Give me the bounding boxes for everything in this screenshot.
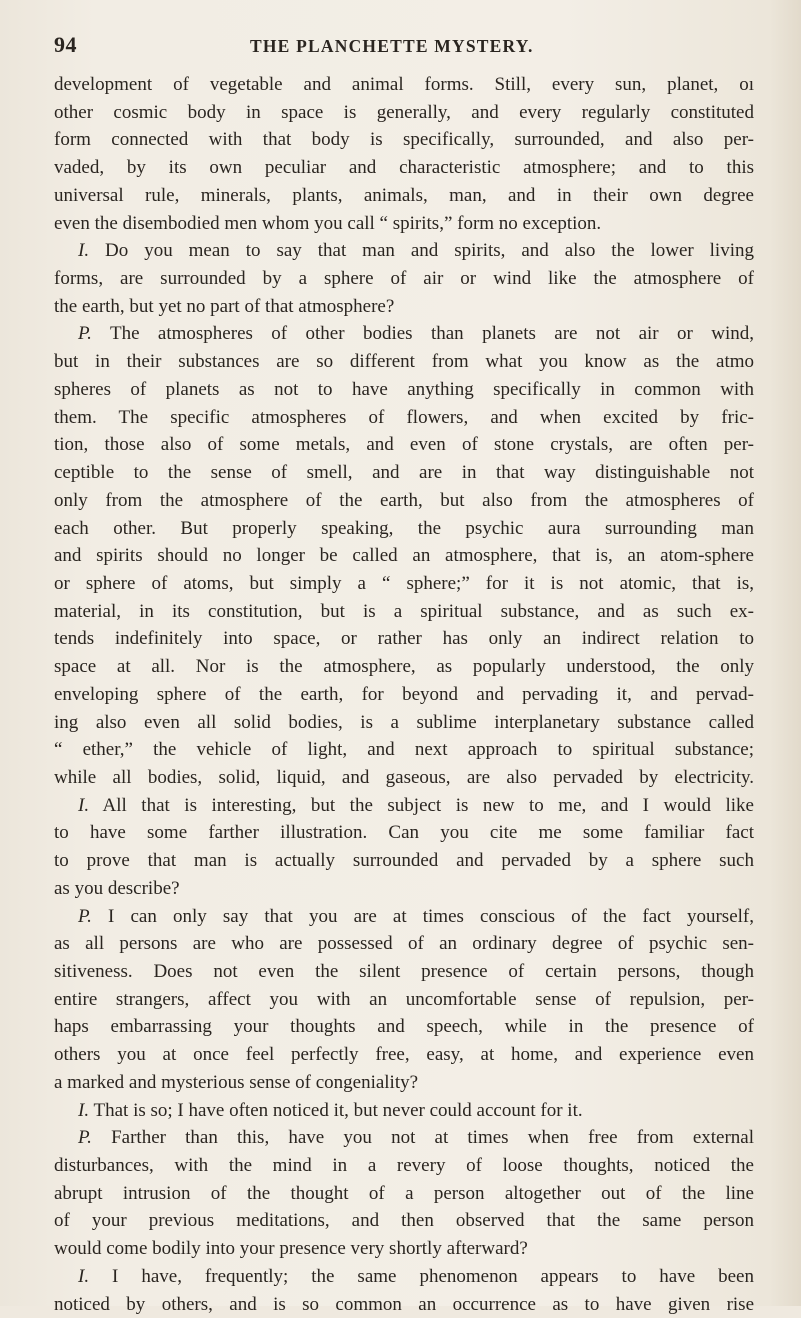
page-number: 94 <box>54 32 77 57</box>
speaker-label: P. <box>78 323 92 345</box>
text-line <box>54 1041 754 1069</box>
text-line <box>54 1124 754 1152</box>
text-line <box>54 819 754 847</box>
line-text: Do you mean to say that man and spirits, and also the lower living <box>105 240 754 262</box>
line-text: tends indefinitely into space, or rather has only an indirect relation to <box>54 628 754 650</box>
text-line <box>54 99 754 127</box>
line-text: space at all. Nor is the atmosphere, as popularly understood, the only <box>54 656 754 678</box>
line-text: Farther than this, have you not at times when free from external <box>111 1127 754 1149</box>
speaker-label: P. <box>78 1127 92 1149</box>
text-line <box>54 182 754 210</box>
text-line <box>54 986 754 1014</box>
line-text: All that is interesting, but the subject is new to me, and I would like <box>102 794 754 816</box>
text-line <box>54 404 754 432</box>
line-text: ceptible to the sense of smell, and are in that way distinguishable not <box>54 462 754 484</box>
text-line <box>54 1013 754 1041</box>
text-line <box>54 709 754 737</box>
line-text: material, in its constitution, but is a spiritual substance, and as such ex- <box>54 600 754 622</box>
page-header <box>54 30 754 60</box>
body-text <box>54 71 754 1318</box>
text-line <box>54 293 754 321</box>
text-line <box>54 348 754 376</box>
line-text: universal rule, minerals, plants, animals, man, and in their own degree <box>54 184 754 206</box>
line-text: forms, are surrounded by a sphere of air or wind like the atmosphere of <box>54 268 754 290</box>
line-text: a marked and mysterious sense of congeniality? <box>54 1071 419 1093</box>
line-text: of your previous meditations, and then observed that the same person <box>54 1210 754 1232</box>
speaker-label: I. <box>78 240 90 262</box>
line-text: them. The specific atmospheres of flowers, and when excited by fric- <box>54 406 754 428</box>
line-text: disturbances, with the mind in a revery of loose thoughts, noticed the <box>54 1155 754 1177</box>
text-line <box>54 542 754 570</box>
text-line <box>54 431 754 459</box>
text-line <box>54 1291 754 1318</box>
text-line <box>54 1069 754 1097</box>
line-text: I have, frequently; the same phenomenon appears to have been <box>112 1265 754 1287</box>
text-line <box>54 570 754 598</box>
speaker-label: I. <box>78 794 90 816</box>
text-line <box>54 653 754 681</box>
text-line <box>54 1207 754 1235</box>
line-text: other cosmic body in space is generally, and every regularly constituted <box>54 101 754 123</box>
line-text: I can only say that you are at times conscious of the fact yourself, <box>108 905 754 927</box>
line-text: tion, those also of some metals, and even of stone crystals, are often per- <box>54 434 754 456</box>
line-text: as all persons are who are possessed of an ordinary degree of psychic sen- <box>54 933 754 955</box>
line-text: noticed by others, and is so common an occurrence as to have given rise <box>54 1293 754 1315</box>
text-line <box>54 1152 754 1180</box>
line-text: each other. But properly speaking, the psychic aura surrounding man <box>54 517 754 539</box>
line-text: development of vegetable and animal forms. Still, every sun, planet, oı <box>54 74 754 95</box>
line-text: even the disembodied men whom you call “ spirits,” form no exception. <box>54 212 602 234</box>
text-line <box>54 126 754 154</box>
line-text: entire strangers, affect you with an uncomfortable sense of repulsion, per- <box>54 988 754 1010</box>
text-line <box>54 320 754 348</box>
text-line <box>54 154 754 182</box>
line-text: That is so; I have often noticed it, but never could account for it. <box>93 1099 583 1121</box>
line-text: abrupt intrusion of the thought of a person altogether out of the line <box>54 1182 754 1204</box>
line-text: ing also even all solid bodies, is a sublime interplanetary substance called <box>54 711 754 733</box>
line-text: vaded, by its own peculiar and characteristic atmosphere; and to this <box>54 157 754 179</box>
text-line <box>54 875 754 903</box>
text-line <box>54 958 754 986</box>
line-text: enveloping sphere of the earth, for beyond and pervading it, and pervad- <box>54 683 754 705</box>
speaker-label: I. <box>78 1099 90 1121</box>
text-line <box>54 459 754 487</box>
line-text: sitiveness. Does not even the silent presence of certain persons, though <box>54 961 754 982</box>
text-line <box>54 265 754 293</box>
line-text: The atmospheres of other bodies than planets are not air or wind, <box>109 323 754 345</box>
text-line <box>54 681 754 709</box>
text-line <box>54 1097 754 1125</box>
speaker-label: P. <box>78 905 92 927</box>
speaker-label: I. <box>78 1265 90 1287</box>
line-text: form connected with that body is specifically, surrounded, and also per- <box>54 129 754 151</box>
text-line <box>54 930 754 958</box>
line-text: as you describe? <box>54 877 180 899</box>
text-line <box>54 515 754 543</box>
text-line <box>54 736 754 764</box>
line-text: others you at once feel perfectly free, easy, at home, and experience even <box>54 1044 754 1066</box>
line-text: “ ether,” the vehicle of light, and next approach to spiritual substance; <box>54 739 754 761</box>
line-text: while all bodies, solid, liquid, and gaseous, are also pervaded by electricity. <box>54 766 754 788</box>
text-line <box>54 487 754 515</box>
text-line <box>54 903 754 931</box>
line-text: or sphere of atoms, but simply a “ sphere;” for it is not atomic, that is, <box>54 572 754 594</box>
line-text: haps embarrassing your thoughts and speech, while in the presence of <box>54 1016 754 1038</box>
line-text: to prove that man is actually surrounded and pervaded by a sphere such <box>54 850 754 872</box>
line-text: would come bodily into your presence very shortly afterward? <box>54 1238 528 1260</box>
line-text: spheres of planets as not to have anything specifically in common with <box>54 378 754 400</box>
text-line <box>54 764 754 792</box>
text-line <box>54 1180 754 1208</box>
line-text: and spirits should no longer be called an atmosphere, that is, an atom-sphere <box>54 545 754 567</box>
text-line <box>54 237 754 265</box>
text-line <box>54 1263 754 1291</box>
running-title: THE PLANCHETTE MYSTERY. <box>250 36 534 56</box>
text-line <box>54 210 754 238</box>
text-line <box>54 376 754 404</box>
text-line <box>54 598 754 626</box>
text-line <box>54 1235 754 1263</box>
line-text: but in their substances are so different from what you know as the atmo <box>54 351 754 373</box>
text-line <box>54 847 754 875</box>
text-line <box>54 792 754 820</box>
line-text: only from the atmosphere of the earth, but also from the atmospheres of <box>54 489 754 511</box>
text-line <box>54 625 754 653</box>
text-line <box>54 71 754 99</box>
line-text: the earth, but yet no part of that atmosphere? <box>54 295 395 317</box>
line-text: to have some farther illustration. Can you cite me some familiar fact <box>54 822 754 844</box>
